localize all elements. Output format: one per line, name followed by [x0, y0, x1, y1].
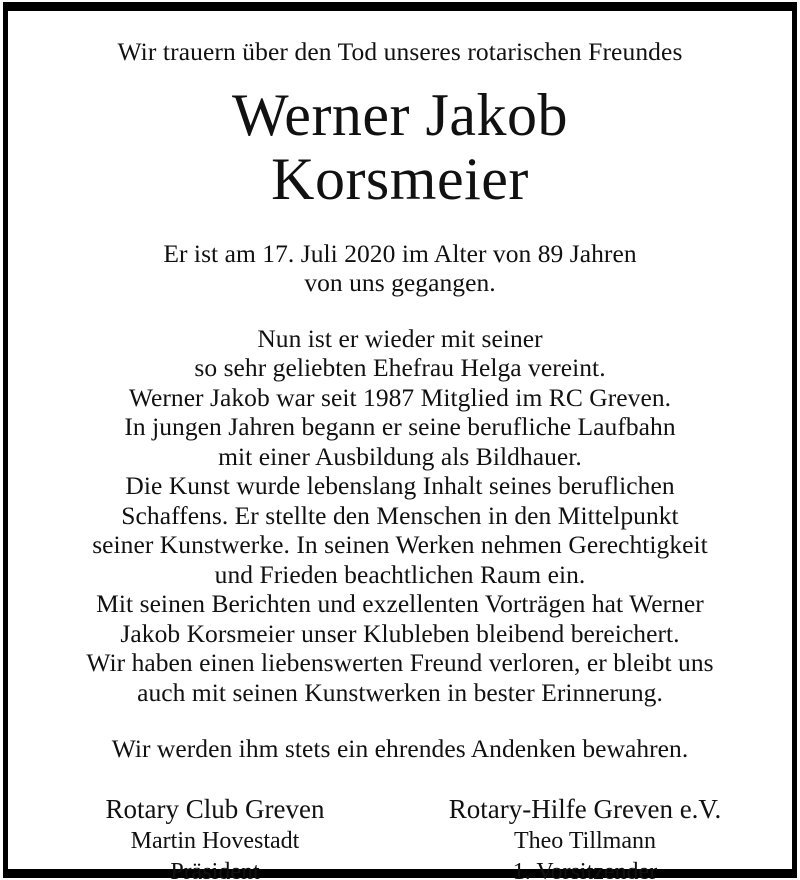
signature-role: 1. Vorsitzender [512, 859, 658, 880]
date-paragraph-line: Er ist am 17. Juli 2020 im Alter von 89 Jahren [163, 238, 637, 268]
tribute-line: Jakob Korsmeier unser Klubleben bleibend bereichert. [120, 618, 680, 648]
signature-organisation: Rotary-Hilfe Greven e.V. [448, 793, 722, 824]
signature-column-left [30, 794, 400, 880]
signature-organisation: Rotary Club Greven [105, 793, 325, 824]
tribute-line: Mit seinen Berichten und exzellenten Vorträgen hat Werner [96, 589, 704, 618]
lead-line: Wir trauern über den Tod unseres rotarischen Freundes [117, 37, 683, 66]
tribute-line: so sehr geliebten Ehefrau Helga vereint. [194, 353, 606, 382]
tribute-line: Nun ist er wieder mit seiner [257, 323, 543, 353]
tribute-line: seiner Kunstwerke. In seinen Werken nehmen Gerechtigkeit [92, 530, 708, 559]
deceased-name-line-2: Korsmeier [271, 145, 529, 212]
tribute-paragraph [26, 324, 774, 708]
tribute-line: Schaffens. Er stellte den Menschen in den Mittelpunkt [121, 500, 679, 530]
mourning-border [3, 2, 797, 878]
deceased-name-line-1: Werner Jakob [231, 82, 569, 149]
closing-line: Wir werden ihm stets ein ehrendes Andenken bewahren. [111, 734, 689, 763]
tribute-line: auch mit seinen Kunstwerken in bester Erinnerung. [137, 677, 663, 707]
signature-role: Präsident [170, 859, 260, 880]
tribute-line: Die Kunst wurde lebenslang Inhalt seines beruflichen [125, 471, 675, 500]
signature-block [26, 794, 774, 880]
date-paragraph-line: von uns gegangen. [304, 268, 496, 297]
signature-person: Theo Tillmann [513, 828, 657, 855]
deceased-name [26, 84, 774, 211]
tribute-line: Wir haben einen liebenswerten Freund verloren, er bleibt uns [86, 648, 714, 677]
notice-content [8, 11, 792, 880]
tribute-line: mit einer Ausbildung als Bildhauer. [218, 441, 582, 471]
signature-column-right [400, 794, 770, 880]
closing-paragraph [26, 734, 774, 764]
date-paragraph [26, 239, 774, 298]
signature-person: Martin Hovestadt [130, 828, 300, 855]
tribute-line: Werner Jakob war seit 1987 Mitglied im RC Greven. [128, 382, 672, 412]
tribute-line: In jungen Jahren begann er seine berufliche Laufbahn [124, 412, 676, 441]
tribute-line: und Frieden beachtlichen Raum ein. [214, 559, 586, 589]
